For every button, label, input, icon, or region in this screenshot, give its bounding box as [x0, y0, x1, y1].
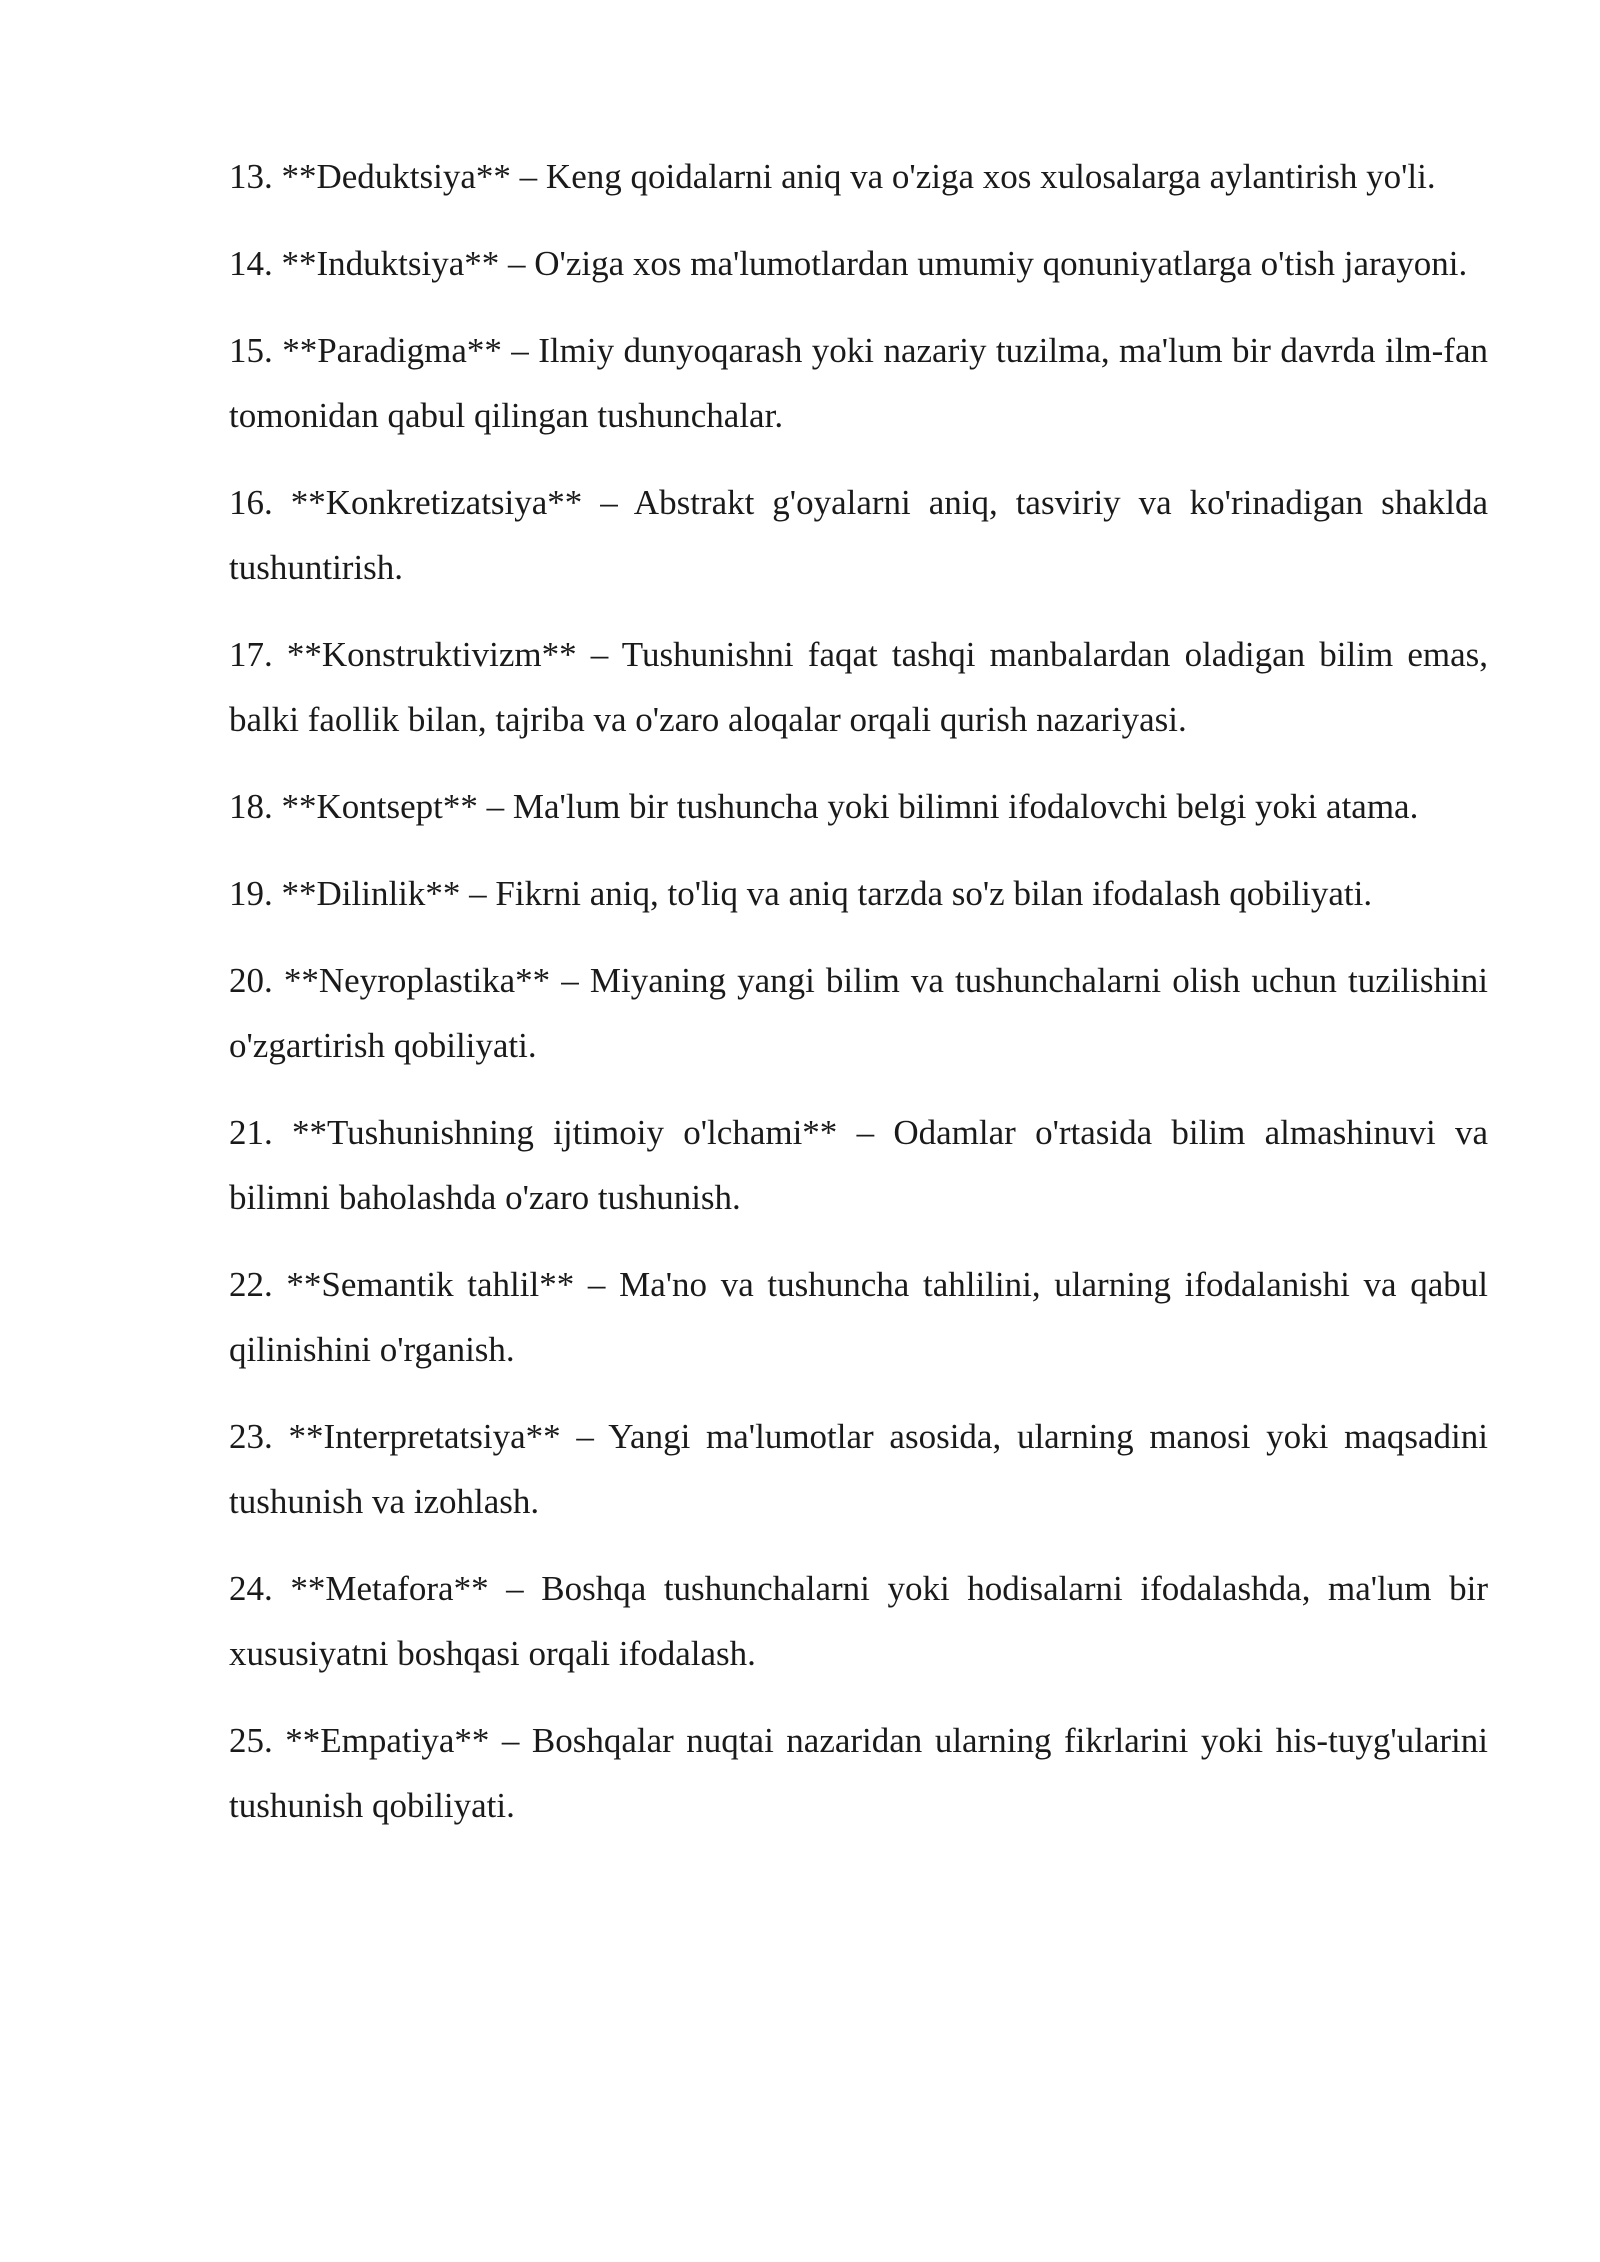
glossary-entry-25: 25. **Empatiya** – Boshqalar nuqtai nazaridan ularning fikrlarini yoki his-tuyg'ularini tushunish qobiliyati.	[229, 1721, 1488, 1825]
glossary-entry-21: 21. **Tushunishning ijtimoiy o'lchami** – Odamlar o'rtasida bilim almashinuvi va bilimni baholashda o'zaro tushunish.	[229, 1113, 1488, 1217]
glossary-entry-15: 15. **Paradigma** – Ilmiy dunyoqarash yoki nazariy tuzilma, ma'lum bir davrda ilm-fan tomonidan qabul qilingan tushunchalar.	[229, 331, 1488, 435]
glossary-entry-24: 24. **Metafora** – Boshqa tushunchalarni yoki hodisalarni ifodalashda, ma'lum bir xususiyatni boshqasi orqali ifodalash.	[229, 1569, 1488, 1673]
glossary-entry-13: 13. **Deduktsiya** – Keng qoidalarni aniq va o'ziga xos xulosalarga aylantirish yo'li.	[229, 157, 1436, 196]
glossary-entry-17: 17. **Konstruktivizm** – Tushunishni faqat tashqi manbalardan oladigan bilim emas, balki faollik bilan, tajriba va o'zaro aloqalar orqali qurish nazariyasi.	[229, 635, 1488, 739]
glossary-entry-20: 20. **Neyroplastika** – Miyaning yangi bilim va tushunchalarni olish uchun tuzilishini o'zgartirish qobiliyati.	[229, 961, 1488, 1065]
glossary-entry-19: 19. **Dilinlik** – Fikrni aniq, to'liq va aniq tarzda so'z bilan ifodalash qobiliyati.	[229, 874, 1373, 913]
glossary-entry-23: 23. **Interpretatsiya** – Yangi ma'lumotlar asosida, ularning manosi yoki maqsadini tushunish va izohlash.	[229, 1417, 1488, 1521]
glossary-entry-22: 22. **Semantik tahlil** – Ma'no va tushuncha tahlilini, ularning ifodalanishi va qabul qilinishini o'rganish.	[229, 1265, 1488, 1369]
glossary-list	[229, 144, 1488, 1860]
glossary-entry-16: 16. **Konkretizatsiya** – Abstrakt g'oyalarni aniq, tasviriy va ko'rinadigan shaklda tushuntirish.	[229, 483, 1488, 587]
glossary-entry-18: 18. **Kontsept** – Ma'lum bir tushuncha yoki bilimni ifodalovchi belgi yoki atama.	[229, 787, 1419, 826]
glossary-entry-14: 14. **Induktsiya** – O'ziga xos ma'lumotlardan umumiy qonuniyatlarga o'tish jarayoni.	[229, 244, 1468, 283]
